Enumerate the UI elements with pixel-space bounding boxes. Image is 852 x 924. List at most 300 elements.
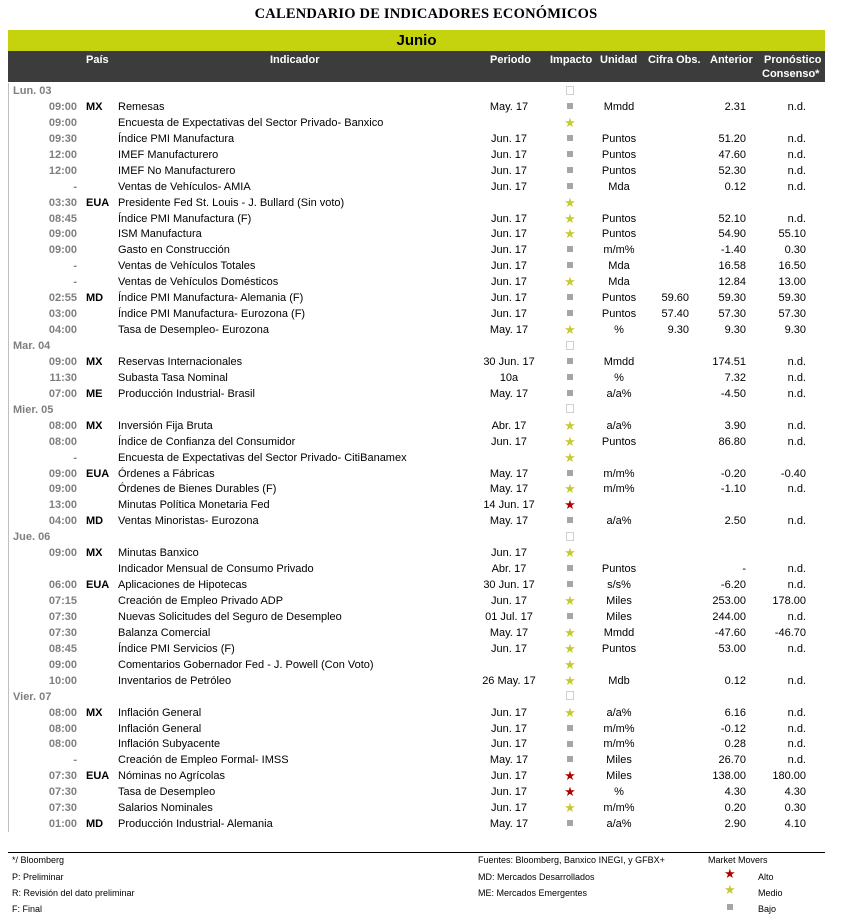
row-previous: 0.12 xyxy=(724,674,746,687)
row-country: EUA xyxy=(86,579,110,592)
impact-empty-box-icon xyxy=(562,338,578,354)
row-period: Jun. 17 xyxy=(490,276,528,289)
table-row xyxy=(9,816,826,832)
row-previous: 7.32 xyxy=(724,371,746,384)
row-indicator: Inversión Fija Bruta xyxy=(118,419,213,432)
row-time: - xyxy=(73,451,77,464)
row-unit: Puntos xyxy=(601,132,637,145)
impact-low-square-icon xyxy=(562,386,578,402)
row-previous: 174.51 xyxy=(712,355,746,368)
impact-low-square-icon xyxy=(562,99,578,115)
table-row xyxy=(9,641,826,657)
indicator-table xyxy=(8,83,826,832)
table-row xyxy=(9,354,826,370)
day-label: Jue. 06 xyxy=(13,531,51,544)
row-time: 09:00 xyxy=(48,116,77,129)
row-unit: Puntos xyxy=(601,164,637,177)
table-row xyxy=(9,290,826,306)
row-unit: Puntos xyxy=(601,228,637,241)
row-time: - xyxy=(73,260,77,273)
table-row xyxy=(9,561,826,577)
impact-medium-star-icon: ★ xyxy=(564,114,576,130)
row-consensus: n.d. xyxy=(787,483,806,496)
row-previous: -47.60 xyxy=(714,626,746,639)
row-unit: m/m% xyxy=(603,802,635,815)
row-unit: Puntos xyxy=(601,563,637,576)
row-previous: 0.20 xyxy=(724,802,746,815)
row-unit: m/m% xyxy=(603,722,635,735)
row-previous: 54.90 xyxy=(718,228,746,241)
row-consensus: 9.30 xyxy=(784,324,806,337)
row-indicator: Tasa de Desempleo- Eurozona xyxy=(118,324,270,337)
day-row xyxy=(9,338,826,354)
row-consensus: 4.30 xyxy=(784,786,806,799)
row-time: - xyxy=(73,180,77,193)
footnote-final: F: Final xyxy=(12,904,43,914)
row-unit: Miles xyxy=(606,595,632,607)
row-time: 06:00 xyxy=(48,579,77,592)
row-period: May. 17 xyxy=(489,818,529,831)
row-indicator: Gasto en Construcción xyxy=(118,244,230,257)
row-unit: a/a% xyxy=(606,515,632,528)
row-consensus: -46.70 xyxy=(774,626,806,639)
row-indicator: Remesas xyxy=(118,100,165,113)
table-row xyxy=(9,418,826,434)
impact-medium-star-icon: ★ xyxy=(564,274,576,290)
table-row xyxy=(9,721,826,737)
day-row xyxy=(9,689,826,705)
row-country: EUA xyxy=(86,467,110,480)
table-row xyxy=(9,450,826,466)
row-unit: m/m% xyxy=(603,467,635,480)
legend-star-medium-icon: ★ xyxy=(724,882,736,897)
row-consensus: n.d. xyxy=(787,148,806,161)
row-period: Jun. 17 xyxy=(490,722,528,735)
header-period: Periodo xyxy=(490,54,531,66)
row-time: 08:00 xyxy=(48,722,77,735)
table-row xyxy=(9,768,826,784)
row-indicator: Minutas Política Monetaria Fed xyxy=(118,499,270,512)
table-row xyxy=(9,386,826,402)
impact-low-square-icon xyxy=(562,721,578,737)
row-indicator: IMEF Manufacturero xyxy=(118,148,219,161)
row-time: 07:30 xyxy=(48,786,77,799)
table-row xyxy=(9,593,826,609)
row-previous: 16.58 xyxy=(718,260,746,273)
row-indicator: Inflación General xyxy=(118,706,202,719)
day-row xyxy=(9,83,826,99)
row-indicator: Minutas Banxico xyxy=(118,547,199,560)
row-period: Jun. 17 xyxy=(490,642,528,655)
row-unit: m/m% xyxy=(603,483,635,496)
row-previous: 47.60 xyxy=(718,148,746,161)
row-unit: Mda xyxy=(608,260,630,273)
row-indicator: Órdenes a Fábricas xyxy=(118,467,215,480)
row-observed: 57.40 xyxy=(661,308,689,321)
row-consensus: n.d. xyxy=(787,164,806,177)
impact-low-square-icon xyxy=(562,816,578,832)
table-row xyxy=(9,481,826,497)
table-row xyxy=(9,163,826,179)
row-period: 14 Jun. 17 xyxy=(483,499,535,512)
row-indicator: Inflación Subyacente xyxy=(118,738,221,751)
impact-high-star-icon: ★ xyxy=(564,784,576,800)
row-consensus: n.d. xyxy=(787,579,806,592)
row-time: 07:30 xyxy=(48,610,77,623)
page-title: CALENDARIO DE INDICADORES ECONÓMICOS xyxy=(254,6,598,22)
row-time: 08:00 xyxy=(48,435,77,448)
row-previous: -0.20 xyxy=(720,467,746,480)
row-indicator: Comentarios Gobernador Fed - J. Powell (Con Voto) xyxy=(118,658,374,671)
row-period: Jun. 17 xyxy=(490,164,528,177)
impact-empty-box-icon xyxy=(562,402,578,418)
row-time: 12:00 xyxy=(48,148,77,161)
row-indicator: Encuesta de Expectativas del Sector Privado- CitiBanamex xyxy=(118,451,407,464)
row-indicator: Índice PMI Manufactura (F) xyxy=(118,212,252,225)
row-period: May. 17 xyxy=(489,626,529,639)
row-previous: 253.00 xyxy=(712,595,746,607)
row-previous: 59.30 xyxy=(718,292,746,305)
row-period: Abr. 17 xyxy=(491,419,527,432)
row-consensus: 55.10 xyxy=(778,228,806,241)
impact-low-square-icon xyxy=(562,131,578,147)
row-period: Jun. 17 xyxy=(490,148,528,161)
table-row xyxy=(9,784,826,800)
impact-low-square-icon xyxy=(562,370,578,386)
row-previous: 4.30 xyxy=(724,786,746,799)
header-consensus-1: Pronóstico xyxy=(764,54,822,66)
row-period: May. 17 xyxy=(489,467,529,480)
row-previous: -6.20 xyxy=(720,579,746,592)
footer-divider xyxy=(8,852,825,853)
row-unit: % xyxy=(614,371,624,384)
row-time: 01:00 xyxy=(48,818,77,831)
table-row xyxy=(9,274,826,290)
row-previous: 86.80 xyxy=(718,435,746,448)
row-previous: 3.90 xyxy=(724,419,746,432)
row-period: Jun. 17 xyxy=(490,706,528,719)
row-consensus: n.d. xyxy=(787,738,806,751)
table-row xyxy=(9,147,826,163)
impact-low-square-icon xyxy=(562,147,578,163)
row-consensus: n.d. xyxy=(787,100,806,113)
row-indicator: Salarios Nominales xyxy=(118,802,213,815)
row-country: ME xyxy=(86,387,103,400)
footnote-md: MD: Mercados Desarrollados xyxy=(478,872,595,882)
row-unit: Puntos xyxy=(601,435,637,448)
row-indicator: Creación de Empleo Formal- IMSS xyxy=(118,754,289,767)
row-unit: % xyxy=(614,324,624,337)
row-time: 09:00 xyxy=(48,100,77,113)
impact-medium-star-icon: ★ xyxy=(564,656,576,672)
impact-medium-star-icon: ★ xyxy=(564,226,576,242)
table-row xyxy=(9,195,826,211)
impact-medium-star-icon: ★ xyxy=(564,672,576,688)
table-row xyxy=(9,513,826,529)
row-previous: 52.10 xyxy=(718,212,746,225)
row-country: EUA xyxy=(86,770,110,783)
row-country: MX xyxy=(86,355,103,368)
row-unit: Puntos xyxy=(601,292,637,305)
day-label: Mar. 04 xyxy=(13,340,51,352)
table-row xyxy=(9,752,826,768)
row-previous: 2.31 xyxy=(724,100,746,113)
impact-medium-star-icon: ★ xyxy=(564,322,576,338)
day-row xyxy=(9,402,826,418)
row-time: 10:00 xyxy=(48,674,77,687)
row-time: 02:55 xyxy=(48,292,77,305)
row-unit: Miles xyxy=(606,754,632,767)
row-previous: -1.10 xyxy=(720,483,746,496)
day-row xyxy=(9,529,826,545)
impact-low-square-icon xyxy=(562,242,578,258)
row-unit: Mdb xyxy=(608,674,630,687)
row-indicator: Producción Industrial- Alemania xyxy=(118,818,273,831)
row-unit: Mda xyxy=(608,180,630,193)
row-indicator: Presidente Fed St. Louis - J. Bullard (Sin voto) xyxy=(118,196,345,209)
row-time: 03:00 xyxy=(48,308,77,321)
row-indicator: Balanza Comercial xyxy=(118,626,211,639)
table-row xyxy=(9,99,826,115)
impact-medium-star-icon: ★ xyxy=(564,640,576,656)
row-indicator: Índice PMI Manufactura- Eurozona (F) xyxy=(118,308,306,321)
row-unit: a/a% xyxy=(606,818,632,831)
row-unit: s/s% xyxy=(607,579,631,592)
impact-high-star-icon: ★ xyxy=(564,497,576,513)
header-indicator: Indicador xyxy=(270,54,320,66)
row-previous: 52.30 xyxy=(718,164,746,177)
row-time: 04:00 xyxy=(48,324,77,337)
table-row xyxy=(9,657,826,673)
row-consensus: n.d. xyxy=(787,563,806,576)
row-unit: Mda xyxy=(608,276,630,289)
row-time: 09:30 xyxy=(48,132,77,145)
impact-high-star-icon: ★ xyxy=(564,768,576,784)
row-period: May. 17 xyxy=(489,100,529,113)
table-row xyxy=(9,226,826,242)
row-time: 07:30 xyxy=(48,802,77,815)
month-banner: Junio xyxy=(8,30,825,51)
row-indicator: Índice PMI Manufactura- Alemania (F) xyxy=(118,292,304,305)
row-indicator: Nuevas Solicitudes del Seguro de Desempleo xyxy=(118,610,342,623)
row-period: Jun. 17 xyxy=(490,180,528,193)
row-consensus: 0.30 xyxy=(784,802,806,815)
row-previous: -0.12 xyxy=(720,722,746,735)
row-unit: Puntos xyxy=(601,308,637,321)
impact-low-square-icon xyxy=(562,466,578,482)
row-time: 11:30 xyxy=(49,371,77,384)
row-indicator: Índice PMI Servicios (F) xyxy=(118,642,235,655)
row-period: Jun. 17 xyxy=(490,292,528,305)
row-consensus: n.d. xyxy=(787,371,806,384)
row-period: Jun. 17 xyxy=(490,132,528,145)
row-observed: 59.60 xyxy=(661,292,689,305)
header-prev: Anterior xyxy=(710,54,753,66)
impact-medium-star-icon: ★ xyxy=(564,593,576,608)
row-time: 09:00 xyxy=(48,467,77,480)
row-time: 07:15 xyxy=(48,595,77,607)
row-indicator: Subasta Tasa Nominal xyxy=(118,371,228,384)
row-indicator: IMEF No Manufacturero xyxy=(118,164,236,177)
footnote-revision: R: Revisión del dato preliminar xyxy=(12,888,135,898)
row-period: Jun. 17 xyxy=(490,802,528,815)
row-consensus: n.d. xyxy=(787,754,806,767)
row-indicator: Indicador Mensual de Consumo Privado xyxy=(118,563,314,576)
impact-medium-star-icon: ★ xyxy=(564,194,576,210)
row-previous: 2.90 xyxy=(724,818,746,831)
row-period: Jun. 17 xyxy=(490,228,528,241)
header-country: País xyxy=(86,54,109,66)
table-header xyxy=(8,51,825,82)
row-period: 30 Jun. 17 xyxy=(483,579,535,592)
row-previous: 2.50 xyxy=(724,515,746,528)
row-previous: - xyxy=(742,563,746,576)
row-indicator: Nóminas no Agrícolas xyxy=(118,770,225,783)
row-time: - xyxy=(73,276,77,289)
row-consensus: 4.10 xyxy=(784,818,806,831)
row-indicator: Producción Industrial- Brasil xyxy=(118,387,255,400)
table-row xyxy=(9,306,826,322)
header-unit: Unidad xyxy=(600,54,638,66)
row-previous: 0.28 xyxy=(724,738,746,751)
row-consensus: n.d. xyxy=(787,387,806,400)
row-unit: Miles xyxy=(606,770,632,783)
row-period: Jun. 17 xyxy=(490,738,528,751)
day-label: Mier. 05 xyxy=(13,403,54,416)
row-period: Jun. 17 xyxy=(490,770,528,783)
day-label: Lun. 03 xyxy=(13,85,52,97)
row-previous: 53.00 xyxy=(718,642,746,655)
legend-medio: Medio xyxy=(758,888,783,898)
row-unit: % xyxy=(614,786,624,799)
table-row xyxy=(9,370,826,386)
table-row xyxy=(9,705,826,721)
impact-low-square-icon xyxy=(562,752,578,768)
header-impact: Impacto xyxy=(550,54,593,66)
footnote-me: ME: Mercados Emergentes xyxy=(478,888,588,898)
impact-empty-box-icon xyxy=(562,689,578,705)
row-time: 09:00 xyxy=(48,483,77,496)
row-previous: 0.12 xyxy=(724,180,746,193)
legend-bajo: Bajo xyxy=(758,904,777,914)
row-unit: Mmdd xyxy=(603,100,635,113)
row-unit: Mmdd xyxy=(603,355,635,368)
impact-low-square-icon xyxy=(562,561,578,577)
table-row xyxy=(9,131,826,147)
row-indicator: Órdenes de Bienes Durables (F) xyxy=(118,483,277,496)
row-consensus: -0.40 xyxy=(780,467,806,480)
row-unit: Mmdd xyxy=(603,626,635,639)
footnote-preliminar: P: Preliminar xyxy=(12,872,64,882)
day-label: Vier. 07 xyxy=(13,690,52,703)
row-time: 07:30 xyxy=(48,626,77,639)
row-consensus: n.d. xyxy=(787,674,806,687)
row-period: Jun. 17 xyxy=(490,547,528,560)
row-period: May. 17 xyxy=(489,483,529,496)
row-indicator: Tasa de Desempleo xyxy=(118,786,216,799)
row-country: MX xyxy=(86,547,103,560)
legend-star-high-icon: ★ xyxy=(724,866,736,881)
row-previous: 26.70 xyxy=(718,754,746,767)
legend-alto: Alto xyxy=(758,872,774,882)
row-period: Jun. 17 xyxy=(490,435,528,448)
row-unit: m/m% xyxy=(603,738,635,751)
impact-low-square-icon xyxy=(562,609,578,625)
row-consensus: n.d. xyxy=(787,419,806,432)
table-row xyxy=(9,497,826,513)
impact-medium-star-icon: ★ xyxy=(564,481,576,497)
row-indicator: Inventarios de Petróleo xyxy=(118,674,232,687)
row-country: EUA xyxy=(86,196,110,209)
row-indicator: Creación de Empleo Privado ADP xyxy=(118,595,284,607)
table-row xyxy=(9,673,826,689)
legend-square-low-icon xyxy=(727,902,733,912)
row-time: 09:00 xyxy=(48,547,77,560)
row-indicator: Índice de Confianza del Consumidor xyxy=(118,435,296,448)
row-indicator: ISM Manufactura xyxy=(118,228,202,241)
row-time: 09:00 xyxy=(48,658,77,671)
row-consensus: 13.00 xyxy=(778,276,806,289)
table-row xyxy=(9,625,826,641)
row-previous: 6.16 xyxy=(724,706,746,719)
row-period: 10a xyxy=(499,371,519,384)
row-time: 08:45 xyxy=(48,212,77,225)
row-unit: a/a% xyxy=(606,706,632,719)
impact-low-square-icon xyxy=(562,258,578,274)
row-country: MX xyxy=(86,419,103,432)
row-time: 08:45 xyxy=(48,642,77,655)
impact-low-square-icon xyxy=(562,179,578,195)
row-consensus: 59.30 xyxy=(778,292,806,305)
row-consensus: 0.30 xyxy=(784,244,806,257)
row-indicator: Inflación General xyxy=(118,722,202,735)
header-obs: Cifra Obs. xyxy=(648,54,701,66)
row-period: May. 17 xyxy=(489,754,529,767)
row-unit: Puntos xyxy=(601,642,637,655)
row-consensus: n.d. xyxy=(787,180,806,193)
row-previous: 57.30 xyxy=(718,308,746,321)
row-indicator: Encuesta de Expectativas del Sector Privado- Banxico xyxy=(118,116,384,129)
row-indicator: Reservas Internacionales xyxy=(118,355,243,368)
row-consensus: n.d. xyxy=(787,722,806,735)
row-time: 04:00 xyxy=(48,515,77,528)
row-previous: 12.84 xyxy=(718,276,746,289)
row-time: 08:00 xyxy=(48,706,77,719)
row-indicator: Ventas de Vehículos Totales xyxy=(118,260,256,273)
header-consensus-2: Consenso* xyxy=(762,68,820,80)
impact-medium-star-icon: ★ xyxy=(564,704,576,720)
table-row xyxy=(9,242,826,258)
impact-low-square-icon xyxy=(562,163,578,179)
row-period: Jun. 17 xyxy=(490,308,528,321)
row-time: 07:00 xyxy=(48,387,77,400)
row-unit: Puntos xyxy=(601,212,637,225)
row-period: 26 May. 17 xyxy=(482,674,536,687)
row-country: MD xyxy=(86,818,104,831)
row-indicator: Ventas de Vehículos Domésticos xyxy=(118,276,279,289)
impact-medium-star-icon: ★ xyxy=(564,433,576,449)
row-period: Jun. 17 xyxy=(490,244,528,257)
row-unit: m/m% xyxy=(603,244,635,257)
row-indicator: Aplicaciones de Hipotecas xyxy=(118,579,248,592)
row-consensus: n.d. xyxy=(787,642,806,655)
legend-title: Market Movers xyxy=(708,855,768,865)
row-consensus: 57.30 xyxy=(778,308,806,321)
impact-low-square-icon xyxy=(562,354,578,370)
row-previous: 9.30 xyxy=(724,324,746,337)
row-consensus: n.d. xyxy=(787,515,806,528)
row-time: 03:30 xyxy=(48,196,77,209)
